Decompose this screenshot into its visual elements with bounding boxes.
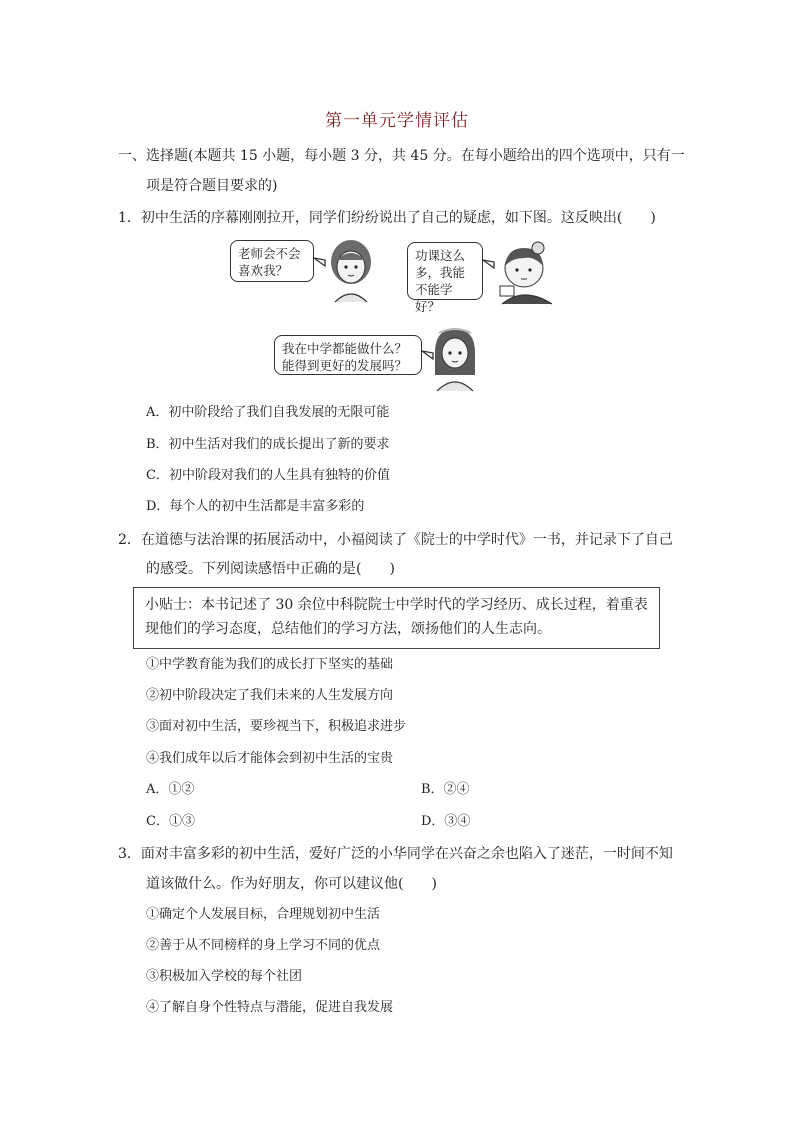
boy-illustration bbox=[482, 240, 564, 306]
q3-statement-3: ③积极加入学校的每个社团 bbox=[146, 969, 303, 984]
bubble-3-line1: 我在中学都能做什么？ bbox=[282, 341, 408, 356]
bubble-2-line2: 多，我能 bbox=[415, 265, 466, 280]
q2-statement-1: ①中学教育能为我们的成长打下坚实的基础 bbox=[146, 657, 394, 672]
bubble-2-line3: 不能学好？ bbox=[415, 282, 453, 314]
q2-option-b: B．②④ bbox=[421, 782, 470, 797]
girl-illustration-1 bbox=[313, 236, 383, 306]
q2-option-a: A．①② bbox=[146, 782, 195, 797]
q2-stem-line1: 2．在道德与法治课的拓展活动中，小福阅读了《院士的中学时代》一书，并记录下了自己 bbox=[118, 532, 673, 548]
speech-bubble-2 bbox=[407, 242, 483, 314]
q3-stem-line1: 3．面对丰富多彩的初中生活，爱好广泛的小华同学在兴奋之余也陷入了迷茫，一时间不知 bbox=[118, 846, 673, 862]
bubble-3-line2: 能得到更好的发展吗？ bbox=[282, 358, 408, 373]
q1-option-a: A．初中阶段给了我们自我发展的无限可能 bbox=[146, 405, 390, 420]
bubble-1-line1: 老师会不会 bbox=[238, 246, 301, 261]
q2-stem-line2: 的感受。下列阅读感悟中正确的是( ) bbox=[146, 561, 395, 577]
q2-option-c: C．①③ bbox=[146, 814, 195, 829]
q2-statement-2: ②初中阶段决定了我们未来的人生发展方向 bbox=[146, 688, 394, 703]
bubble-1-line2: 喜欢我？ bbox=[238, 263, 289, 278]
q1-stem: 1．初中生活的序幕刚刚拉开，同学们纷纷说出了自己的疑虑，如下图。这反映出( ) bbox=[118, 210, 656, 226]
q3-statement-1: ①确定个人发展目标，合理规划初中生活 bbox=[146, 907, 381, 922]
speech-bubble-1 bbox=[230, 240, 314, 282]
tip-box: 小贴士：本书记述了 30 余位中科院院士中学时代的学习经历、成长过程，着重表现他们的学习态度，总结他们的学习方法，颂扬他们的人生志向。 bbox=[133, 587, 660, 649]
q2-statement-4: ④我们成年以后才能体会到初中生活的宝贵 bbox=[146, 751, 394, 766]
girl-illustration-2 bbox=[421, 323, 483, 393]
section-heading-line2: 项是符合题目要求的) bbox=[146, 178, 278, 194]
q1-option-d: D．每个人的初中生活都是丰富多彩的 bbox=[146, 499, 365, 514]
q2-statement-3: ③面对初中生活，要珍视当下，积极追求进步 bbox=[146, 719, 407, 734]
speech-bubble-3 bbox=[274, 335, 422, 375]
q3-stem-line2: 道该做什么。作为好朋友，你可以建议他( ) bbox=[146, 876, 437, 892]
q1-option-b: B．初中生活对我们的成长提出了新的要求 bbox=[146, 437, 390, 452]
page-title: 第一单元学情评估 bbox=[325, 111, 469, 131]
q2-option-d: D．③④ bbox=[421, 814, 471, 829]
bubble-2-line1: 功课这么 bbox=[415, 248, 466, 263]
q1-option-c: C．初中阶段对我们的人生具有独特的价值 bbox=[146, 468, 390, 483]
q3-statement-4: ④了解自身个性特点与潜能，促进自我发展 bbox=[146, 1000, 394, 1015]
section-heading-line1: 一、选择题(本题共 15 小题，每小题 3 分，共 45 分。在每小题给出的四个选项中，只有一 bbox=[118, 148, 685, 164]
q3-statement-2: ②善于从不同榜样的身上学习不同的优点 bbox=[146, 938, 381, 953]
